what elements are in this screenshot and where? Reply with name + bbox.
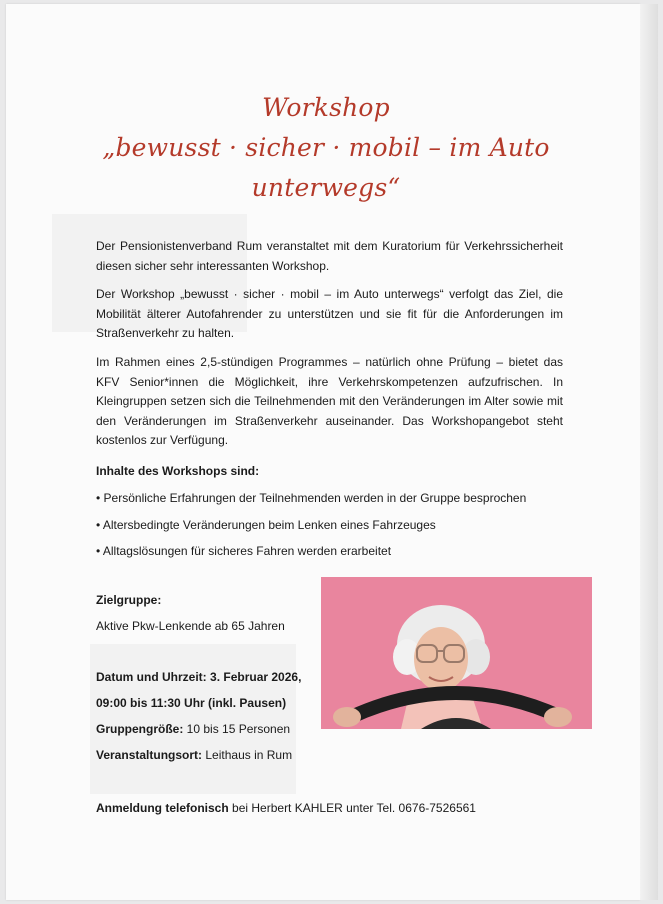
- title-line-3: unterwegs“: [251, 173, 401, 202]
- contents-list: [96, 489, 566, 569]
- time-value: 09:00 bis 11:30 Uhr (inkl. Pausen): [96, 696, 287, 710]
- target-group-label: Zielgruppe:: [96, 593, 162, 607]
- group-size-value: 10 bis 15 Personen: [186, 722, 291, 736]
- venue-line: [96, 746, 292, 764]
- group-size-label: Gruppengröße:: [96, 722, 184, 736]
- registration-label: Anmeldung telefonisch: [96, 801, 229, 815]
- list-item: • Altersbedingte Veränderungen beim Lenken eines Fahrzeuges: [96, 516, 566, 536]
- intro-paragraph-2: Der Workshop „bewusst · sicher · mobil – im Auto unterwegs“ verfolgt das Ziel, die Mobilität älterer Autofahrender zu unterstützen und sie fit für die Anforderungen im Straßenverkehr zu halten.: [96, 287, 563, 341]
- target-group-value: Aktive Pkw-Lenkende ab 65 Jahren: [96, 619, 285, 633]
- date-label: Datum und Uhrzeit:: [96, 670, 207, 684]
- date-line: [96, 668, 301, 686]
- title-line-1: Workshop: [262, 93, 390, 122]
- senior-driver-photo: [321, 577, 592, 729]
- show-through-block: [90, 644, 296, 794]
- title-line-2: „bewusst · sicher · mobil – im Auto: [102, 133, 550, 162]
- intro-paragraph-3: Im Rahmen eines 2,5-stündigen Programmes – natürlich ohne Prüfung – bietet das KFV Senior*innen die Möglichkeit, ihre Verkehrskompetenzen aufzufrischen. In Kleingruppen setzen sich die Teilnehmenden mit den Veränderungen im Alter sowie mit den Veränderungen im Straßenverkehr auseinander. Das Workshopangebot steht kostenlos zur Verfügung.: [96, 354, 563, 448]
- venue-label: Veranstaltungsort:: [96, 748, 203, 762]
- list-item: • Persönliche Erfahrungen der Teilnehmenden werden in der Gruppe besprochen: [96, 489, 566, 509]
- intro-section: [96, 237, 563, 460]
- intro-paragraph-1: Der Pensionistenverband Rum veranstaltet mit dem Kuratorium für Verkehrssicherheit diesen sicher sehr interessanten Workshop.: [96, 239, 563, 273]
- registration-text: bei Herbert KAHLER unter Tel. 0676-7526561: [232, 801, 476, 815]
- venue-value: Leithaus in Rum: [205, 748, 293, 762]
- date-value: 3. Februar 2026,: [210, 670, 302, 684]
- photo-illustration: [321, 577, 592, 729]
- registration-line: [96, 799, 476, 817]
- workshop-title: [96, 88, 556, 208]
- list-item: • Alltagslösungen für sicheres Fahren werden erarbeitet: [96, 542, 566, 562]
- group-size-line: [96, 720, 290, 738]
- contents-heading: Inhalte des Workshops sind:: [96, 464, 260, 478]
- document-page: [6, 4, 640, 900]
